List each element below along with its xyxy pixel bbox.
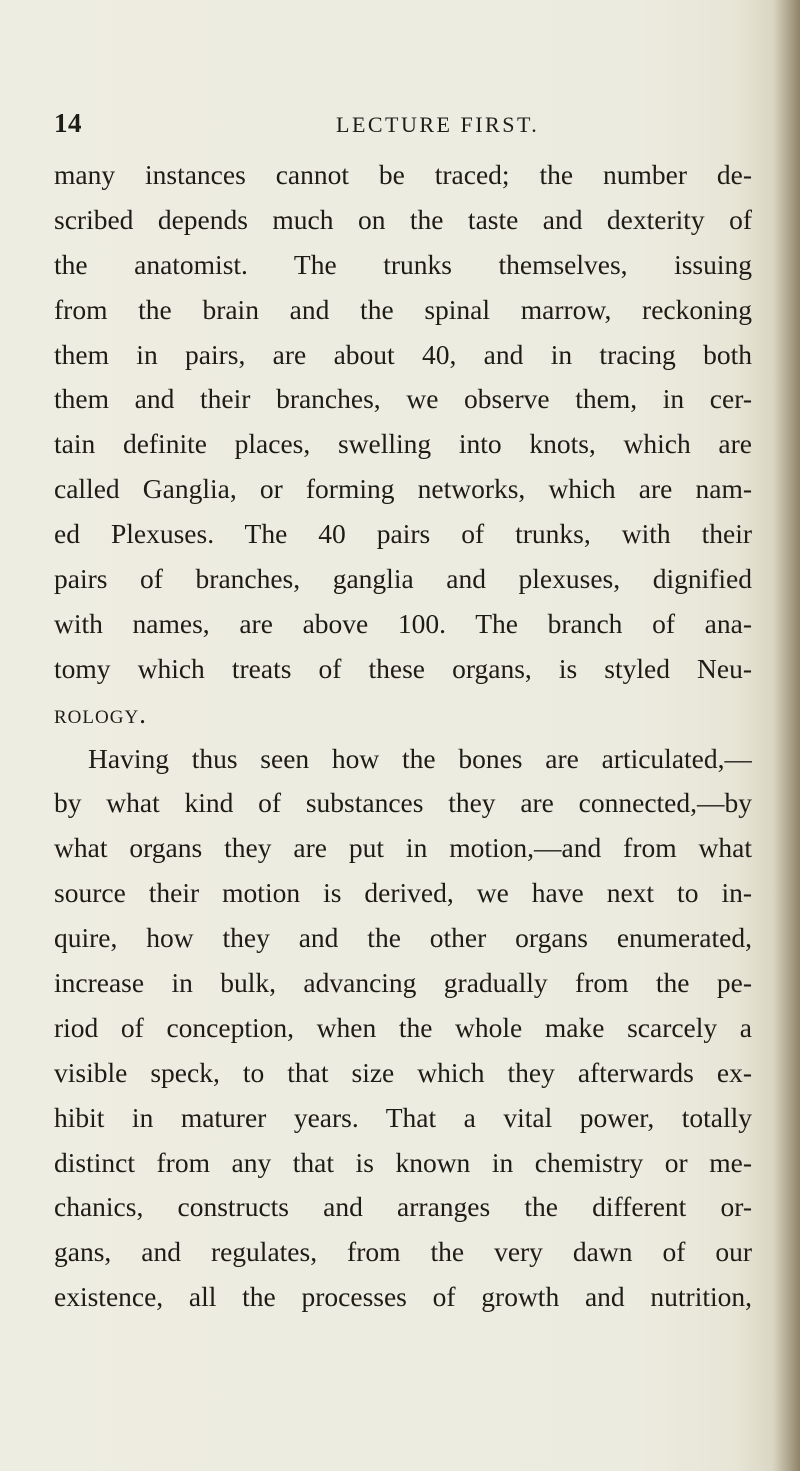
text-line: ed Plexuses. The 40 pairs of trunks, with their <box>54 518 752 550</box>
text-line: visible speck, to that size which they afterwards ex- <box>54 1056 752 1088</box>
text-line: pairs of branches, ganglia and plexuses, dignified <box>54 563 752 595</box>
text-line: quire, how they and the other organs enumerated, <box>54 922 752 954</box>
text-line: chanics, constructs and arranges the different or- <box>54 1191 752 1223</box>
text-line-paragraph-end: rology. <box>54 697 148 729</box>
text-line: with names, are above 100. The branch of ana- <box>54 607 752 639</box>
text-line: called Ganglia, or forming networks, which are nam- <box>54 473 752 505</box>
running-title: LECTURE FIRST. <box>336 112 540 137</box>
text-line: them in pairs, are about 40, and in tracing both <box>54 338 752 370</box>
text-line: many instances cannot be traced; the number de- <box>54 159 752 190</box>
text-line: what organs they are put in motion,—and from what <box>54 832 752 864</box>
text-line: distinct from any that is known in chemistry or me- <box>54 1146 752 1178</box>
page-spine-shadow <box>772 0 800 1471</box>
text-line: tain definite places, swelling into knots, which are <box>54 428 752 460</box>
text-line: gans, and regulates, from the very dawn of our <box>54 1236 752 1268</box>
text-line: them and their branches, we observe them, in cer- <box>54 383 752 415</box>
text-line: hibit in maturer years. That a vital power, totally <box>54 1101 752 1133</box>
text-line: tomy which treats of these organs, is styled Neu- <box>54 652 752 684</box>
text-line: existence, all the processes of growth and nutrition, <box>54 1281 752 1313</box>
text-line: increase in bulk, advancing gradually from the pe- <box>54 967 752 999</box>
page-header <box>54 108 754 144</box>
text-line: the anatomist. The trunks themselves, issuing <box>54 248 752 280</box>
text-line: from the brain and the spinal marrow, reckoning <box>54 293 752 325</box>
text-line: scribed depends much on the taste and dexterity of <box>54 203 752 235</box>
page-number: 14 <box>54 108 82 138</box>
text-line-paragraph-start: Having thus seen how the bones are articulated,— <box>88 742 752 774</box>
text-line: by what kind of substances they are connected,—by <box>54 787 752 819</box>
body-text <box>54 153 752 1320</box>
text-line: riod of conception, when the whole make scarcely a <box>54 1011 752 1043</box>
text-line: source their motion is derived, we have next to in- <box>54 877 752 909</box>
